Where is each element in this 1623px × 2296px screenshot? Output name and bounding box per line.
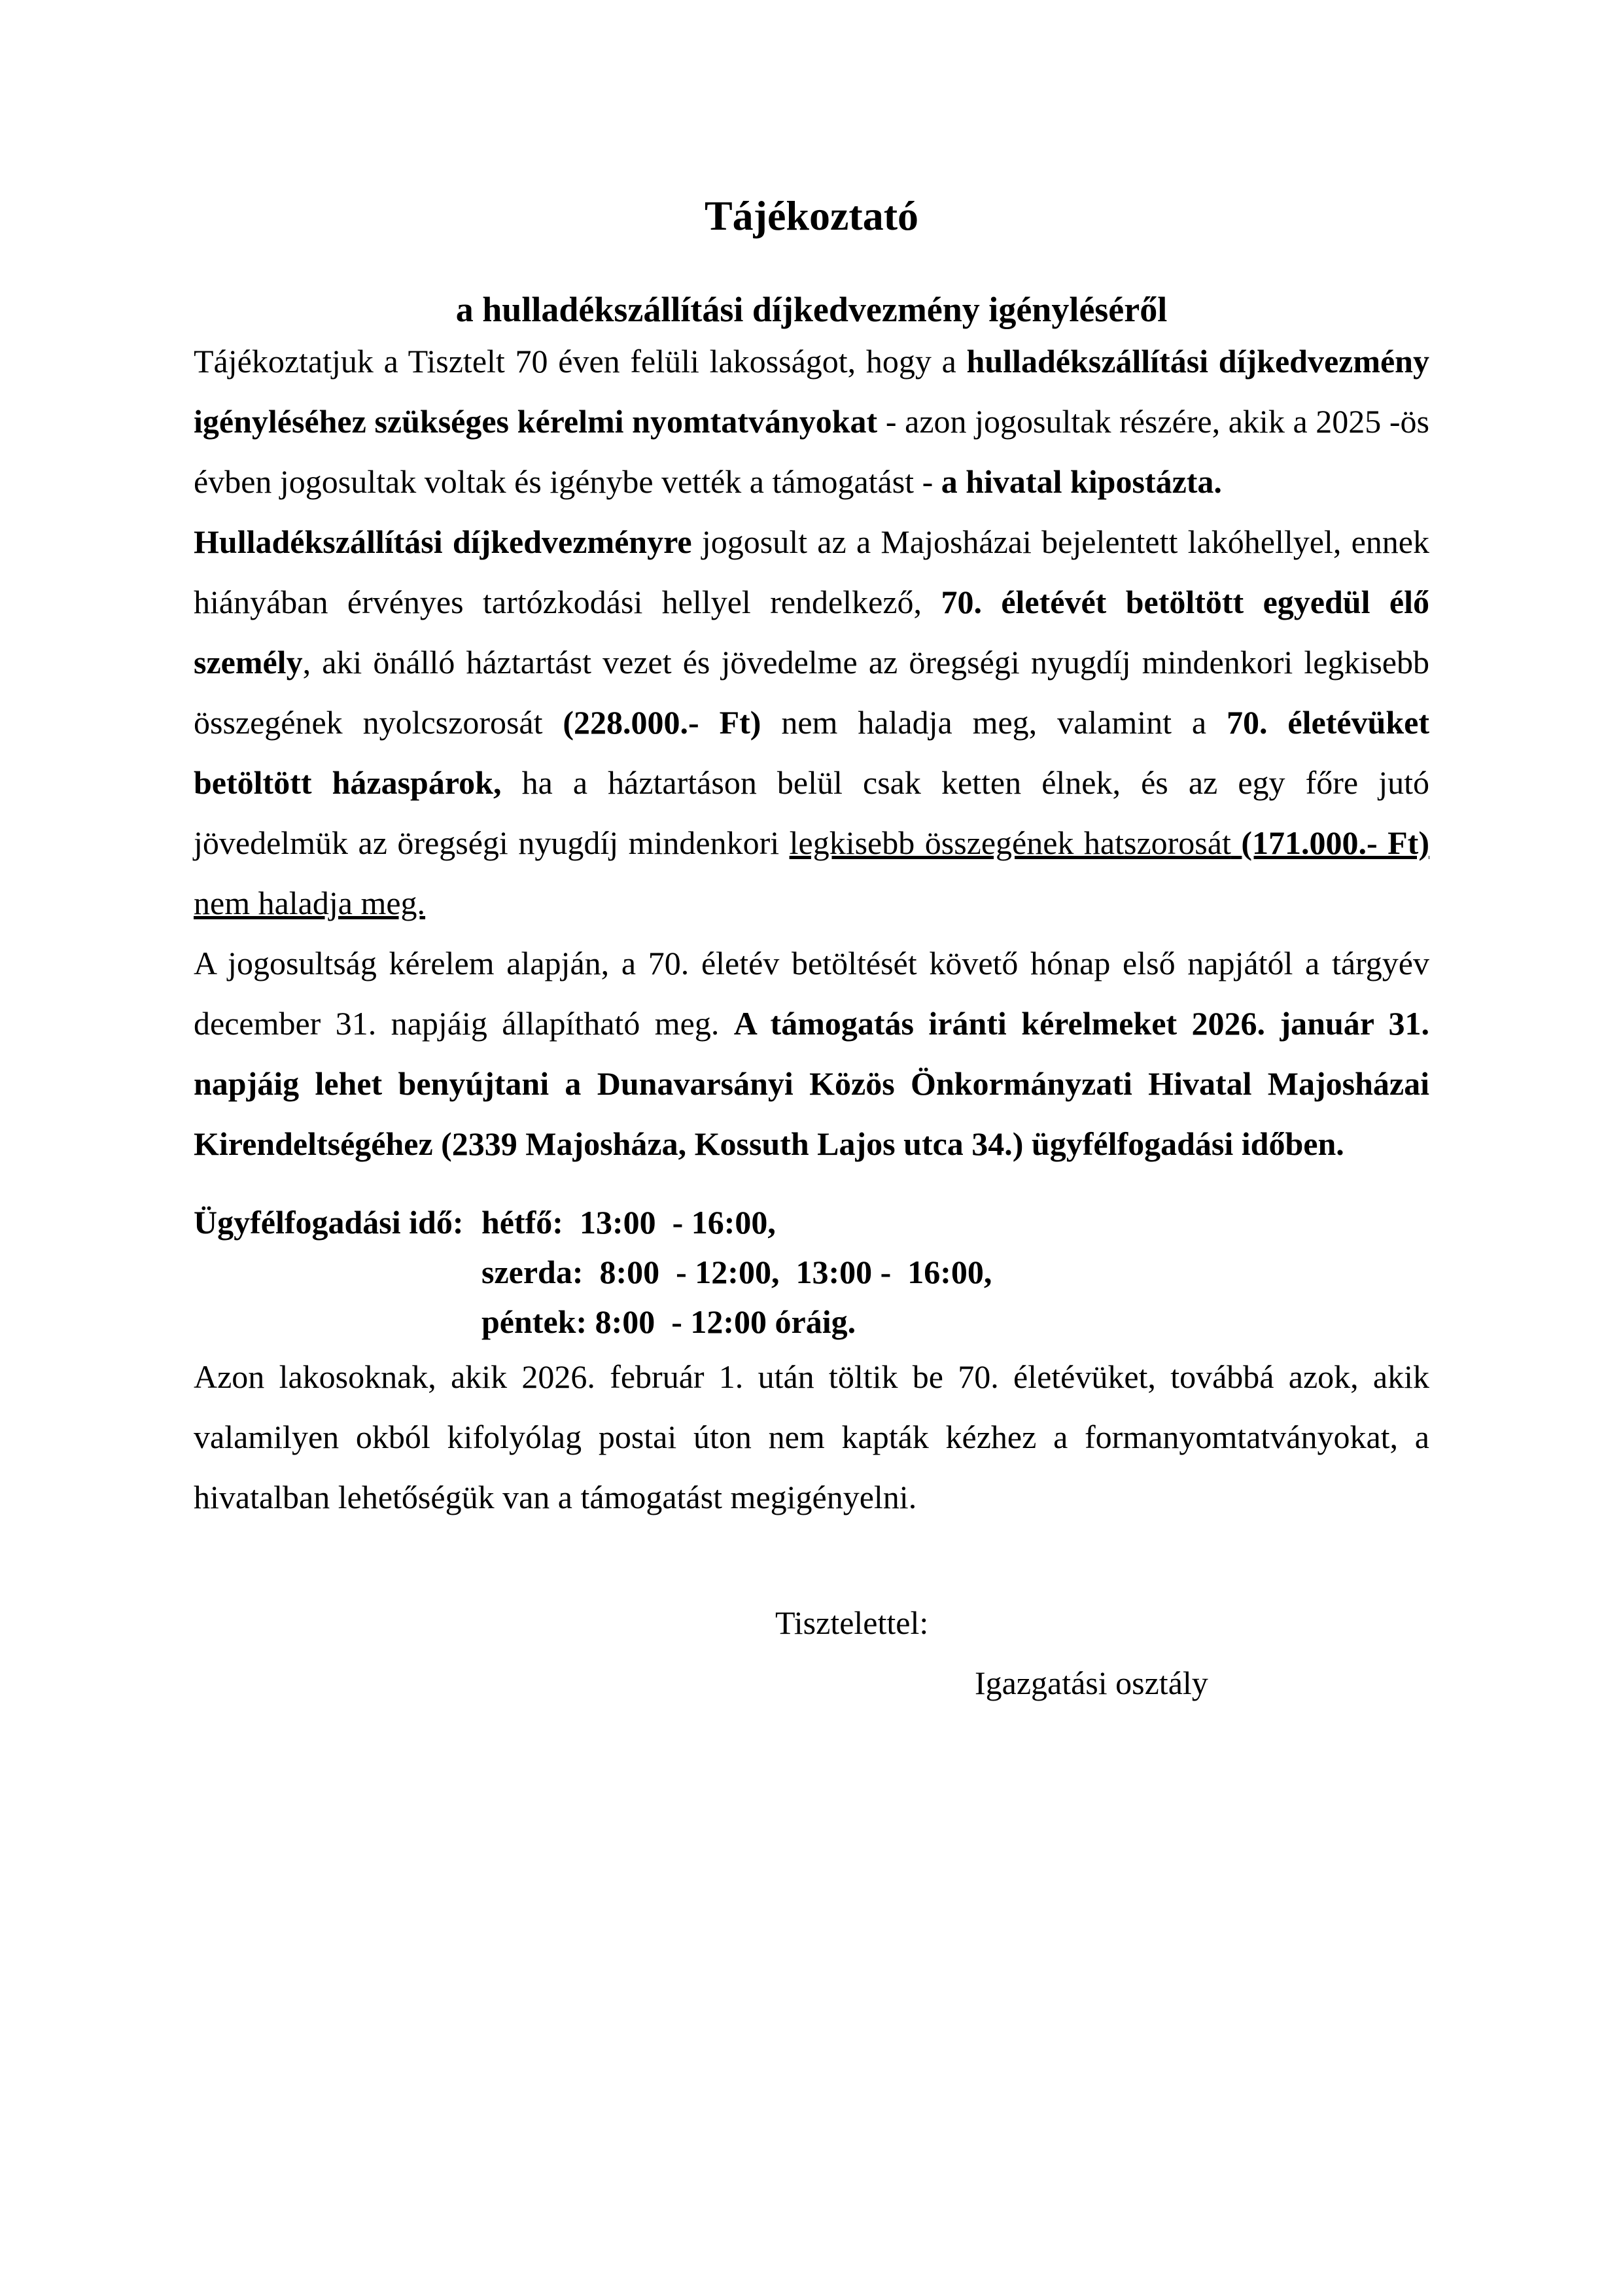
closing-block	[194, 1593, 1429, 1713]
paragraph-deadline	[194, 933, 1429, 1174]
closing-signature: Igazgatási osztály	[975, 1664, 1208, 1701]
text-run: Hulladékszállítási díjkedvezményre	[194, 523, 692, 560]
text-run: Tájékoztatjuk a Tisztelt 70 éven felüli lakosságot, hogy a	[194, 342, 967, 380]
text-run	[1231, 824, 1242, 861]
text-run: - azon jogosultak részére, akik a 2025 -ös évben jogosultak voltak és igénybe vették a támogatást -	[194, 402, 1430, 500]
paragraph-late-applicants	[194, 1347, 1429, 1527]
office-hours-lines	[481, 1197, 1429, 1347]
text-run: legkisebb összegének hatszorosát	[789, 824, 1231, 861]
text-run: hulladékszállítási díjkedvezmény igényléséhez szükséges kérelmi nyomtatványokat	[194, 342, 1429, 440]
closing-salutation: Tisztelettel:	[775, 1604, 929, 1641]
text-run: (228.000.- Ft)	[563, 703, 761, 741]
text-run: 70. életévüket betöltött házaspárok,	[194, 703, 1429, 801]
office-hours-label: Ügyfélfogadási idő:	[194, 1203, 464, 1241]
office-hours-line: péntek: 8:00 - 12:00 óráig.	[481, 1303, 856, 1340]
text-run: A jogosultság kérelem alapján, a 70. életév betöltését követő hónap első napjától a tárgyév december 31. napjáig állapítható meg.	[194, 944, 1429, 1042]
office-hours-block	[194, 1197, 1429, 1347]
paragraph-intro	[194, 331, 1429, 512]
text-run: A támogatás iránti kérelmeket 2026. január 31. napjáig lehet benyújtani a Dunavarsányi Közös Önkormányzati Hivatal Majosházai Kirendeltségéhez (2339 Majosháza, Kossuth Lajos utca 34.) ügyfélfogadási időben.	[194, 1004, 1429, 1162]
text-run: a hivatal kipostázta.	[941, 463, 1222, 500]
text-run: (171.000.- Ft)	[1241, 824, 1429, 861]
text-run: , aki önálló háztartást vezet és jövedelme az öregségi nyugdíj mindenkori legkisebb összegének nyolcszorosát	[194, 643, 1429, 741]
document-title: Tájékoztató	[704, 192, 919, 239]
text-run: ha a háztartáson belül csak ketten élnek, és az egy főre jutó jövedelmük az öregségi nyugdíj mindenkori	[194, 764, 1430, 861]
text-run: 70. életévét betöltött egyedül élő személy	[194, 583, 1430, 680]
office-hours-line: hétfő: 13:00 - 16:00,	[481, 1203, 776, 1241]
office-hours-line: szerda: 8:00 - 12:00, 13:00 - 16:00,	[481, 1253, 992, 1290]
document-subtitle: a hulladékszállítási díjkedvezmény igényléséről	[455, 289, 1168, 329]
paragraph-eligibility	[194, 512, 1429, 933]
text-run: Azon lakosoknak, akik 2026. február 1. után töltik be 70. életévüket, továbbá azok, akik valamilyen okból kifolyólag postai úton nem kapták kézhez a formanyomtatványokat, a hivatalban lehetőségük van a támogatást megigényelni.	[194, 1358, 1429, 1515]
text-run: jogosult az a Majosházai bejelentett lakóhellyel, ennek hiányában érvényes tartózkodási hellyel rendelkező,	[194, 523, 1429, 620]
text-run: nem haladja meg.	[194, 884, 426, 921]
text-run: nem haladja meg, valamint a	[761, 703, 1227, 741]
